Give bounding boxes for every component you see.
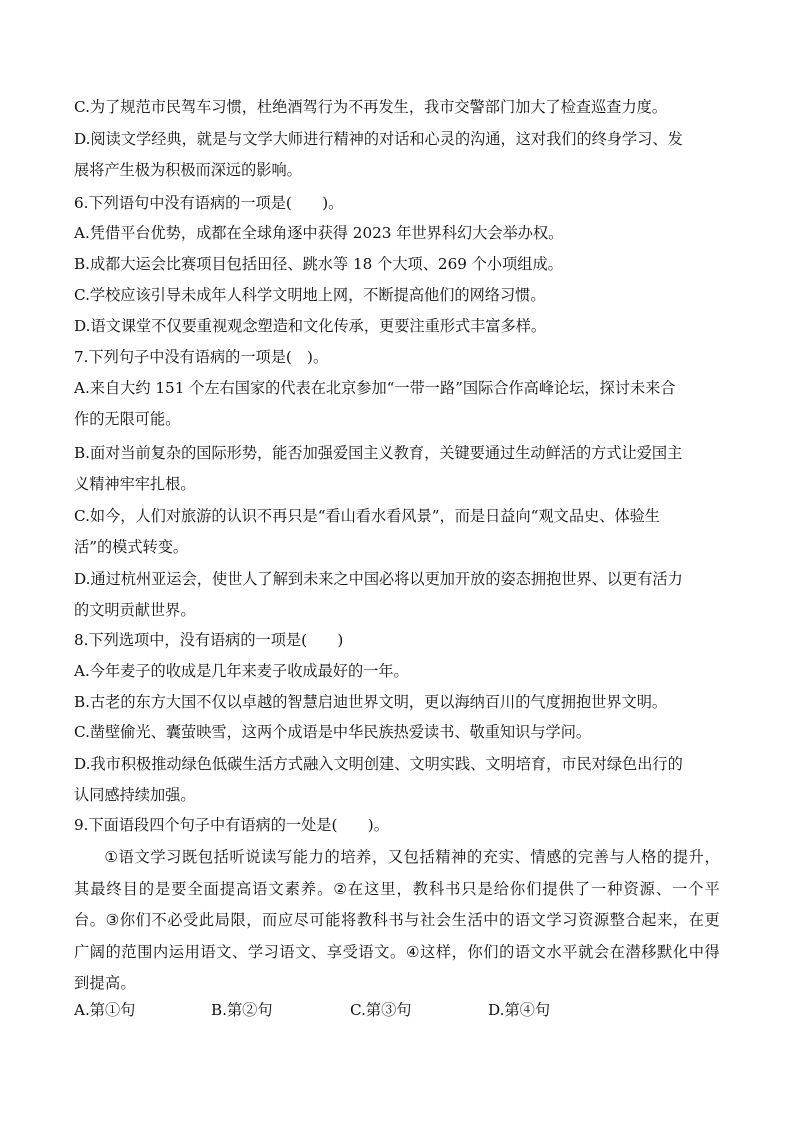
option-8d-cont: 认同感持续加强。 [74,786,196,804]
text-line: D.阅读文学经典，就是与文学大师进行精神的对话和心灵的沟通，这对我们的终身学习、发 [74,130,683,148]
text-line: C.为了规范市民驾车习惯，杜绝酒驾行为不再发生，我市交警部门加大了检查巡查力度。 [74,98,668,116]
choice-a: A.第①句 [74,1001,136,1019]
option-7b: B.面对当前复杂的国际形势，能否加强爱国主义教育，关键要通过生动鲜活的方式让爱国主 [74,444,683,462]
option-7a-cont: 作的无限可能。 [74,410,181,428]
choice-b: B.第②句 [211,1001,273,1019]
option-7c-cont: 活”的模式转变。 [74,538,189,556]
option-6a: A.凭借平台优势，成都在全球角逐中获得 2023 年世界科幻大会举办权。 [74,224,564,242]
question-9: 9.下面语段四个句子中有语病的一处是( )。 [74,816,389,834]
option-8d: D.我市积极推动绿色低碳生活方式融入文明创建、文明实践、文明培育，市民对绿色出行的 [74,755,683,773]
option-7b-cont: 义精神牢牢扎根。 [74,475,196,493]
question-6: 6.下列语句中没有语病的一项是( )。 [74,194,344,212]
option-8b: B.古老的东方大国不仅以卓越的智慧启迪世界文明，更以海纳百川的气度拥抱世界文明。 [74,693,668,711]
choice-d: D.第④句 [488,1001,551,1019]
option-8c: C.凿壁偷光、囊萤映雪，这两个成语是中华民族热爱读书、敬重知识与学问。 [74,723,592,741]
option-8a: A.今年麦子的收成是几年来麦子收成最好的一年。 [74,662,409,680]
choice-c: C.第③句 [350,1001,412,1019]
option-6c: C.学校应该引导未成年人科学文明地上网，不断提高他们的网络习惯。 [74,286,546,304]
question-7: 7.下列句子中没有语病的一项是( )。 [74,348,329,366]
question-8: 8.下列选项中，没有语病的一项是( ) [74,631,344,649]
option-7d: D.通过杭州亚运会，使世人了解到未来之中国必将以更加开放的姿态拥抱世界、以更有活力 [74,570,683,588]
option-7a: A.来自大约 151 个左右国家的代表在北京参加“一带一路”国际合作高峰论坛，探讨未来合 [74,379,676,397]
text-line: 展将产生极为积极而深远的影响。 [74,161,302,179]
option-6b: B.成都大运会比赛项目包括田径、跳水等 18 个大项、269 个小项组成。 [74,255,563,273]
option-7c: C.如今，人们对旅游的认识不再只是“看山看水看风景”，而是日益向“观文品史、体验生 [74,507,660,525]
option-6d: D.语文课堂不仅要重视观念塑造和文化传承，更要注重形式丰富多样。 [74,317,547,335]
reading-passage: ①语文学习既包括听说读写能力的培养，又包括精神的充实、情感的完善与人格的提升，其最终目的是要全面提高语文素养。②在这里，教科书只是给你们提供了一种资源、一个平台。③你们不必受此局限，而应尽可能将教科书与社会生活中的语文学习资源整合起来，在更广阔的范围内运用语文、学习语文、享受语文。④这样，你们的语文水平就会在潜移默化中得到提高。 [74,848,720,992]
option-7d-cont: 的文明贡献世界。 [74,601,196,619]
